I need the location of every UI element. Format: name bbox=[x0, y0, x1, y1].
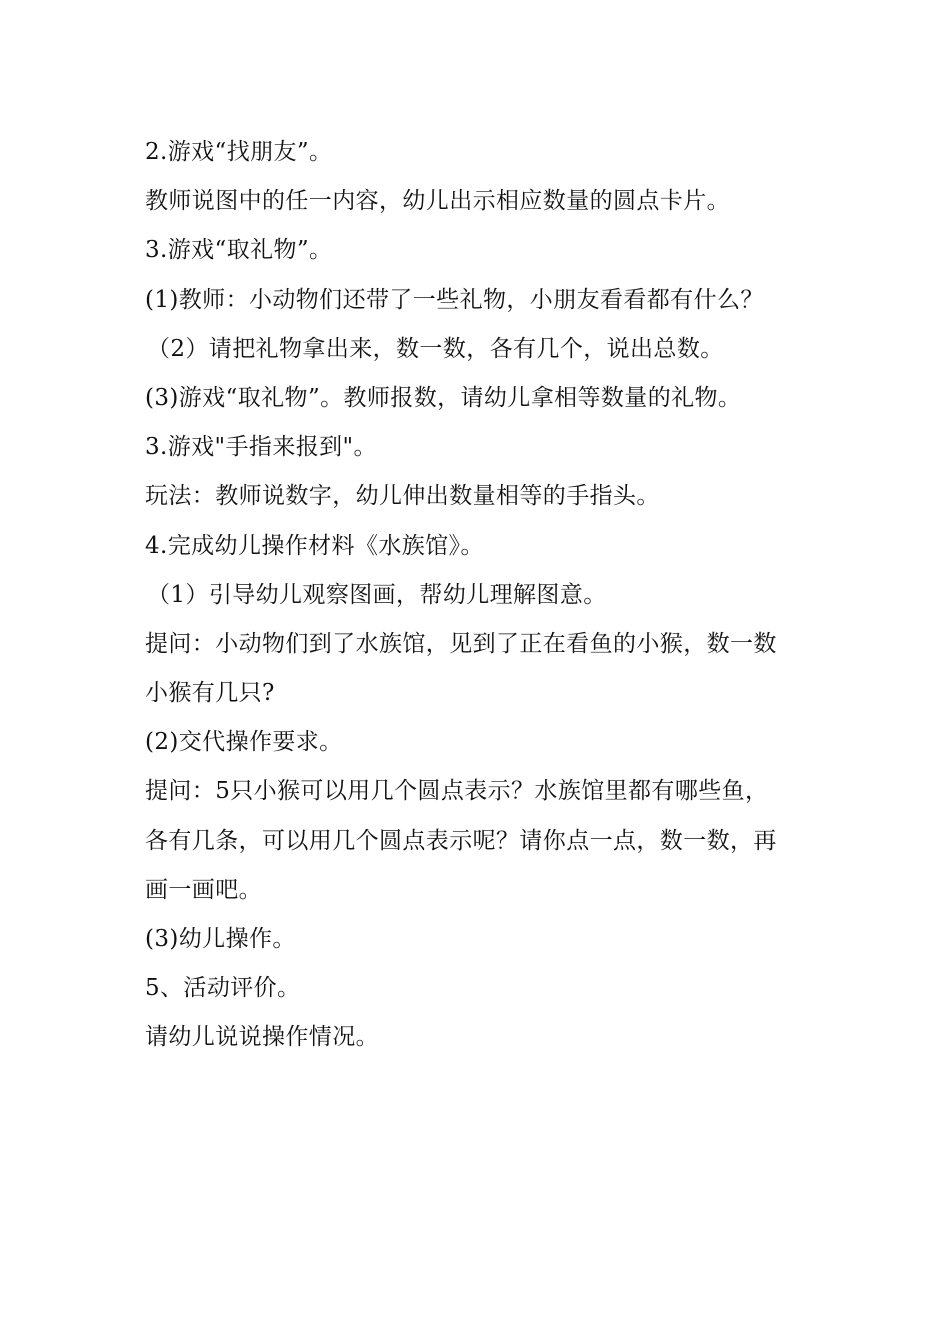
step-item: （2）请把礼物拿出来，数一数，各有几个，说出总数。 bbox=[147, 335, 724, 362]
step-item: (3)游戏“取礼物”。教师报数，请幼儿拿相等数量的礼物。 bbox=[145, 384, 742, 411]
step-item: (1)教师：小动物们还带了一些礼物，小朋友看看都有什么？ bbox=[145, 286, 764, 313]
question-text-continued: 画一画吧。 bbox=[145, 876, 262, 903]
section-heading-game-fingers: 3.游戏"手指来报到"。 bbox=[145, 434, 377, 461]
paragraph-text: 请幼儿说说操作情况。 bbox=[145, 1024, 379, 1051]
question-text-continued: 小猴有几只? bbox=[145, 680, 275, 707]
paragraph-text: 教师说图中的任一内容，幼儿出示相应数量的圆点卡片。 bbox=[145, 188, 730, 215]
section-heading-aquarium: 4.完成幼儿操作材料《水族馆》。 bbox=[145, 532, 484, 559]
step-item: (3)幼儿操作。 bbox=[145, 926, 296, 952]
section-heading-evaluation: 5、活动评价。 bbox=[145, 975, 301, 1002]
question-text: 提问：小动物们到了水族馆，见到了正在看鱼的小猴，数一数 bbox=[145, 630, 777, 657]
document-body bbox=[145, 128, 815, 1063]
step-item: （1）引导幼儿观察图画，帮幼儿理解图意。 bbox=[147, 581, 607, 608]
question-text: 提问：5只小猴可以用几个圆点表示？水族馆里都有哪些鱼， bbox=[145, 778, 769, 805]
question-text-continued: 各有几条，可以用几个圆点表示呢？请你点一点，数一数，再 bbox=[145, 827, 777, 854]
paragraph-text: 玩法：教师说数字，幼儿伸出数量相等的手指头。 bbox=[145, 483, 660, 510]
section-heading-game-take-gifts: 3.游戏“取礼物”。 bbox=[145, 237, 333, 264]
step-item: (2)交代操作要求。 bbox=[145, 729, 343, 756]
section-heading-game-find-friends: 2.游戏“找朋友”。 bbox=[145, 139, 333, 165]
